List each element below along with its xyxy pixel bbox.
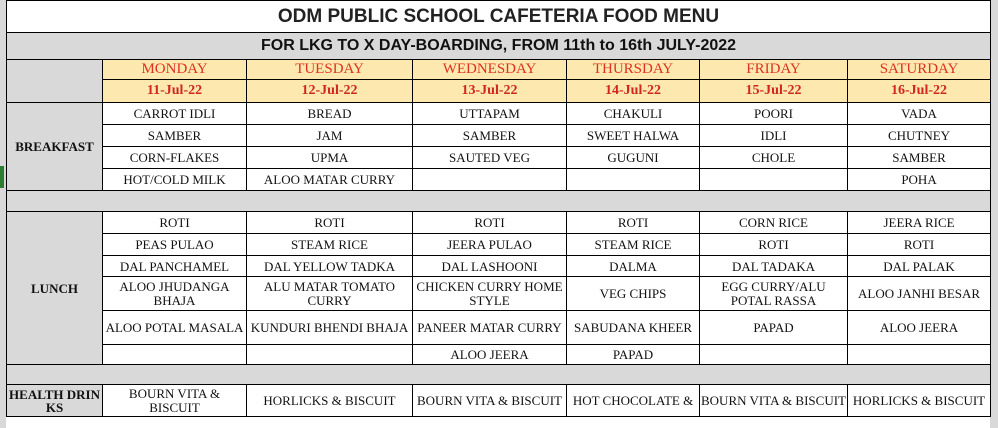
breakfast-cell[interactable]: GUGUNI (567, 147, 700, 169)
day-header-tuesday[interactable]: TUESDAY (247, 60, 413, 80)
lunch-cell[interactable]: SABUDANA KHEER (567, 311, 700, 345)
lunch-cell[interactable]: ALOO JEERA (413, 345, 567, 365)
lunch-cell[interactable]: JEERA PULAO (413, 234, 567, 256)
breakfast-cell[interactable]: CHUTNEY (848, 125, 991, 147)
section-separator[interactable] (7, 191, 991, 212)
breakfast-cell[interactable]: ALOO MATAR CURRY (247, 169, 413, 191)
day-header-friday[interactable]: FRIDAY (700, 60, 848, 80)
health-drink-cell[interactable]: HORLICKS & BISCUIT (247, 385, 413, 417)
meal-label-breakfast[interactable]: BREAKFAST (7, 103, 103, 191)
lunch-cell[interactable] (103, 345, 247, 365)
lunch-cell[interactable]: ROTI (700, 234, 848, 256)
breakfast-cell[interactable]: UTTAPAM (413, 103, 567, 125)
lunch-cell[interactable]: DAL YELLOW TADKA (247, 256, 413, 277)
lunch-cell[interactable]: EGG CURRY/ALU POTAL RASSA (700, 277, 848, 311)
lunch-cell[interactable]: CHICKEN CURRY HOME STYLE (413, 277, 567, 311)
breakfast-cell[interactable]: SAMBER (848, 147, 991, 169)
lunch-cell[interactable]: PEAS PULAO (103, 234, 247, 256)
lunch-cell[interactable] (700, 345, 848, 365)
date-monday[interactable]: 11-Jul-22 (103, 80, 247, 103)
cell-indicator (0, 166, 4, 188)
health-drink-cell[interactable]: BOURN VITA & BISCUIT (413, 385, 567, 417)
health-drink-cell[interactable]: BOURN VITA & BISCUIT (103, 385, 247, 417)
breakfast-cell[interactable]: IDLI (700, 125, 848, 147)
section-separator[interactable] (7, 365, 991, 385)
lunch-cell[interactable]: STEAM RICE (247, 234, 413, 256)
date-thursday[interactable]: 14-Jul-22 (567, 80, 700, 103)
breakfast-cell[interactable]: SAMBER (413, 125, 567, 147)
breakfast-cell[interactable]: SAMBER (103, 125, 247, 147)
meal-label-lunch[interactable]: LUNCH (7, 212, 103, 365)
lunch-cell[interactable]: ROTI (413, 212, 567, 234)
menu-table (6, 0, 991, 417)
day-header-thursday[interactable]: THURSDAY (567, 60, 700, 80)
lunch-cell[interactable]: DAL TADAKA (700, 256, 848, 277)
lunch-cell[interactable]: DAL PALAK (848, 256, 991, 277)
breakfast-cell[interactable]: POHA (848, 169, 991, 191)
breakfast-cell[interactable]: BREAD (247, 103, 413, 125)
lunch-cell[interactable]: ROTI (247, 212, 413, 234)
lunch-cell[interactable]: PAPAD (700, 311, 848, 345)
lunch-cell[interactable]: PAPAD (567, 345, 700, 365)
column-strip (990, 0, 998, 428)
meal-label-health-drinks[interactable]: HEALTH DRINKS (7, 385, 103, 417)
day-header-wednesday[interactable]: WEDNESDAY (413, 60, 567, 80)
health-drink-cell[interactable]: HORLICKS & BISCUIT (848, 385, 991, 417)
lunch-cell[interactable]: ROTI (567, 212, 700, 234)
breakfast-cell[interactable]: POORI (700, 103, 848, 125)
breakfast-cell[interactable]: SAUTED VEG (413, 147, 567, 169)
lunch-cell[interactable]: CORN RICE (700, 212, 848, 234)
lunch-cell[interactable] (848, 345, 991, 365)
health-drink-cell[interactable]: HOT CHOCOLATE & (567, 385, 700, 417)
breakfast-cell[interactable]: JAM (247, 125, 413, 147)
breakfast-cell[interactable] (700, 169, 848, 191)
lunch-cell[interactable]: DAL LASHOONI (413, 256, 567, 277)
date-wednesday[interactable]: 13-Jul-22 (413, 80, 567, 103)
lunch-cell[interactable]: ALU MATAR TOMATO CURRY (247, 277, 413, 311)
lunch-cell[interactable]: STEAM RICE (567, 234, 700, 256)
page-title[interactable]: ODM PUBLIC SCHOOL CAFETERIA FOOD MENU (7, 1, 991, 33)
header-corner-cell[interactable] (7, 60, 103, 103)
date-saturday[interactable]: 16-Jul-22 (848, 80, 991, 103)
lunch-cell[interactable]: JEERA RICE (848, 212, 991, 234)
lunch-cell[interactable]: ALOO JEERA (848, 311, 991, 345)
lunch-cell[interactable]: ALOO JHUDANGA BHAJA (103, 277, 247, 311)
breakfast-cell[interactable]: UPMA (247, 147, 413, 169)
lunch-cell[interactable]: ROTI (848, 234, 991, 256)
breakfast-cell[interactable]: CORN-FLAKES (103, 147, 247, 169)
breakfast-cell[interactable] (413, 169, 567, 191)
lunch-cell[interactable]: ALOO JANHI BESAR (848, 277, 991, 311)
lunch-cell[interactable]: ROTI (103, 212, 247, 234)
page-subtitle[interactable]: FOR LKG TO X DAY-BOARDING, FROM 11th to 16th JULY-2022 (7, 33, 991, 60)
day-header-saturday[interactable]: SATURDAY (848, 60, 991, 80)
breakfast-cell[interactable]: SWEET HALWA (567, 125, 700, 147)
date-tuesday[interactable]: 12-Jul-22 (247, 80, 413, 103)
lunch-cell[interactable]: DAL PANCHAMEL (103, 256, 247, 277)
lunch-cell[interactable]: ALOO POTAL MASALA (103, 311, 247, 345)
breakfast-cell[interactable]: CHOLE (700, 147, 848, 169)
lunch-cell[interactable] (247, 345, 413, 365)
breakfast-cell[interactable]: HOT/COLD MILK (103, 169, 247, 191)
breakfast-cell[interactable] (567, 169, 700, 191)
lunch-cell[interactable]: DALMA (567, 256, 700, 277)
breakfast-cell[interactable]: VADA (848, 103, 991, 125)
health-drink-cell[interactable]: BOURN VITA & BISCUIT (700, 385, 848, 417)
lunch-cell[interactable]: PANEER MATAR CURRY (413, 311, 567, 345)
day-header-monday[interactable]: MONDAY (103, 60, 247, 80)
breakfast-cell[interactable]: CHAKULI (567, 103, 700, 125)
lunch-cell[interactable]: VEG CHIPS (567, 277, 700, 311)
date-friday[interactable]: 15-Jul-22 (700, 80, 848, 103)
breakfast-cell[interactable]: CARROT IDLI (103, 103, 247, 125)
lunch-cell[interactable]: KUNDURI BHENDI BHAJA (247, 311, 413, 345)
